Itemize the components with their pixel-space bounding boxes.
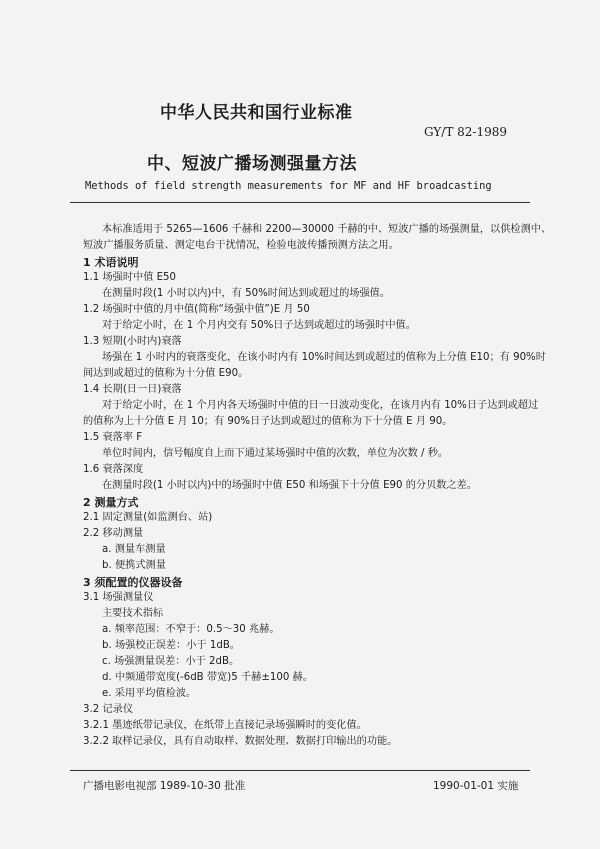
paragraph: 在测量时段(1 小时以内)中，有 50%时间达到或超过的场强值。 <box>102 288 391 299</box>
paragraph: 在测量时段(1 小时以内)中的场强时中值 E50 和场强下十分值 E90 的分贝数之差。 <box>102 480 478 491</box>
list-item: b. 场强校正误差：小于 1dB。 <box>102 640 240 651</box>
list-item: c. 场强测量误差：小于 2dB。 <box>102 656 240 667</box>
paragraph: 的值称为上十分值 E 月 10；有 90%日子达到或超过的值称为下十分值 E 月 90。 <box>83 416 453 427</box>
paragraph: 对于给定小时，在 1 个月内各天场强时中值的日一日波动变化，在该月内有 10%日子达到或超过 <box>102 400 539 411</box>
list-item: d. 中频通带宽度(-6dB 带宽)5 千赫±100 赫。 <box>102 672 313 683</box>
english-title: Methods of field strength measurements for MF and HF broadcasting <box>85 180 492 192</box>
list-item: a. 频率范围：不窄于：0.5～30 兆赫。 <box>102 624 280 635</box>
clause-1-4: 1.4 长期(日一日)衰落 <box>83 384 182 395</box>
clause-2-2: 2.2 移动测量 <box>83 528 144 539</box>
paragraph: 间达到或超过的值称为十分值 E90。 <box>83 368 249 379</box>
document-title: 中、短波广播场测强量方法 <box>147 154 357 174</box>
section-3-heading: 3 须配置的仪器设备 <box>83 576 183 589</box>
paragraph: 对于给定小时，在 1 个月内交有 50%日子达到或超过的场强时中值。 <box>102 320 416 331</box>
paragraph: 主要技术指标 <box>102 608 164 619</box>
list-item: e. 采用平均值检波。 <box>102 688 197 699</box>
footer-divider <box>70 770 530 771</box>
standard-number: GY/T 82-1989 <box>424 125 508 139</box>
title-divider <box>70 202 530 203</box>
section-1-heading: 1 术语说明 <box>83 256 139 269</box>
paragraph: 场强在 1 小时内的衰落变化，在该小时内有 10%时间达到或超过的值称为上分值 E10；有 90%时 <box>102 352 546 363</box>
list-item: b. 便携式测量 <box>102 560 166 571</box>
approval-date: 广播电影电视部 1989-10-30 批准 <box>83 780 246 792</box>
clause-3-1: 3.1 场强测量仪 <box>83 592 154 603</box>
clause-3-2: 3.2 记录仪 <box>83 704 134 715</box>
intro-line-2: 短波广播服务质量、测定电台干扰情况，检验电波传播预测方法之用。 <box>83 240 399 251</box>
clause-3-2-1: 3.2.1 墨迹纸带记录仪，在纸带上直接记录场强瞬时的变化值。 <box>83 720 367 731</box>
clause-2-1: 2.1 固定测量(如监测台、站) <box>83 512 213 523</box>
section-2-heading: 2 测量方式 <box>83 496 139 509</box>
clause-1-5: 1.5 衰落率 F <box>83 432 143 443</box>
standard-header: 中华人民共和国行业标准 <box>160 103 353 123</box>
paragraph: 单位时间内，信号幅度自上而下通过某场强时中值的次数，单位为次数 / 秒。 <box>102 448 449 459</box>
implementation-date: 1990-01-01 实施 <box>433 780 519 792</box>
clause-1-6: 1.6 衰落深度 <box>83 464 144 475</box>
clause-1-3: 1.3 短期(小时内)衰落 <box>83 336 182 347</box>
clause-1-2: 1.2 场强时中值的月中值(简称“场强中值”)E 月 50 <box>83 304 310 315</box>
intro-line-1: 本标准适用于 5265—1606 千赫和 2200—30000 千赫的中、短波广播的场强测量，以供检测中、 <box>102 224 552 235</box>
clause-1-1: 1.1 场强时中值 E50 <box>83 272 177 283</box>
list-item: a. 测量车测量 <box>102 544 166 555</box>
clause-3-2-2: 3.2.2 取样记录仪，具有自动取样、数据处理、数据打印输出的功能。 <box>83 736 398 747</box>
